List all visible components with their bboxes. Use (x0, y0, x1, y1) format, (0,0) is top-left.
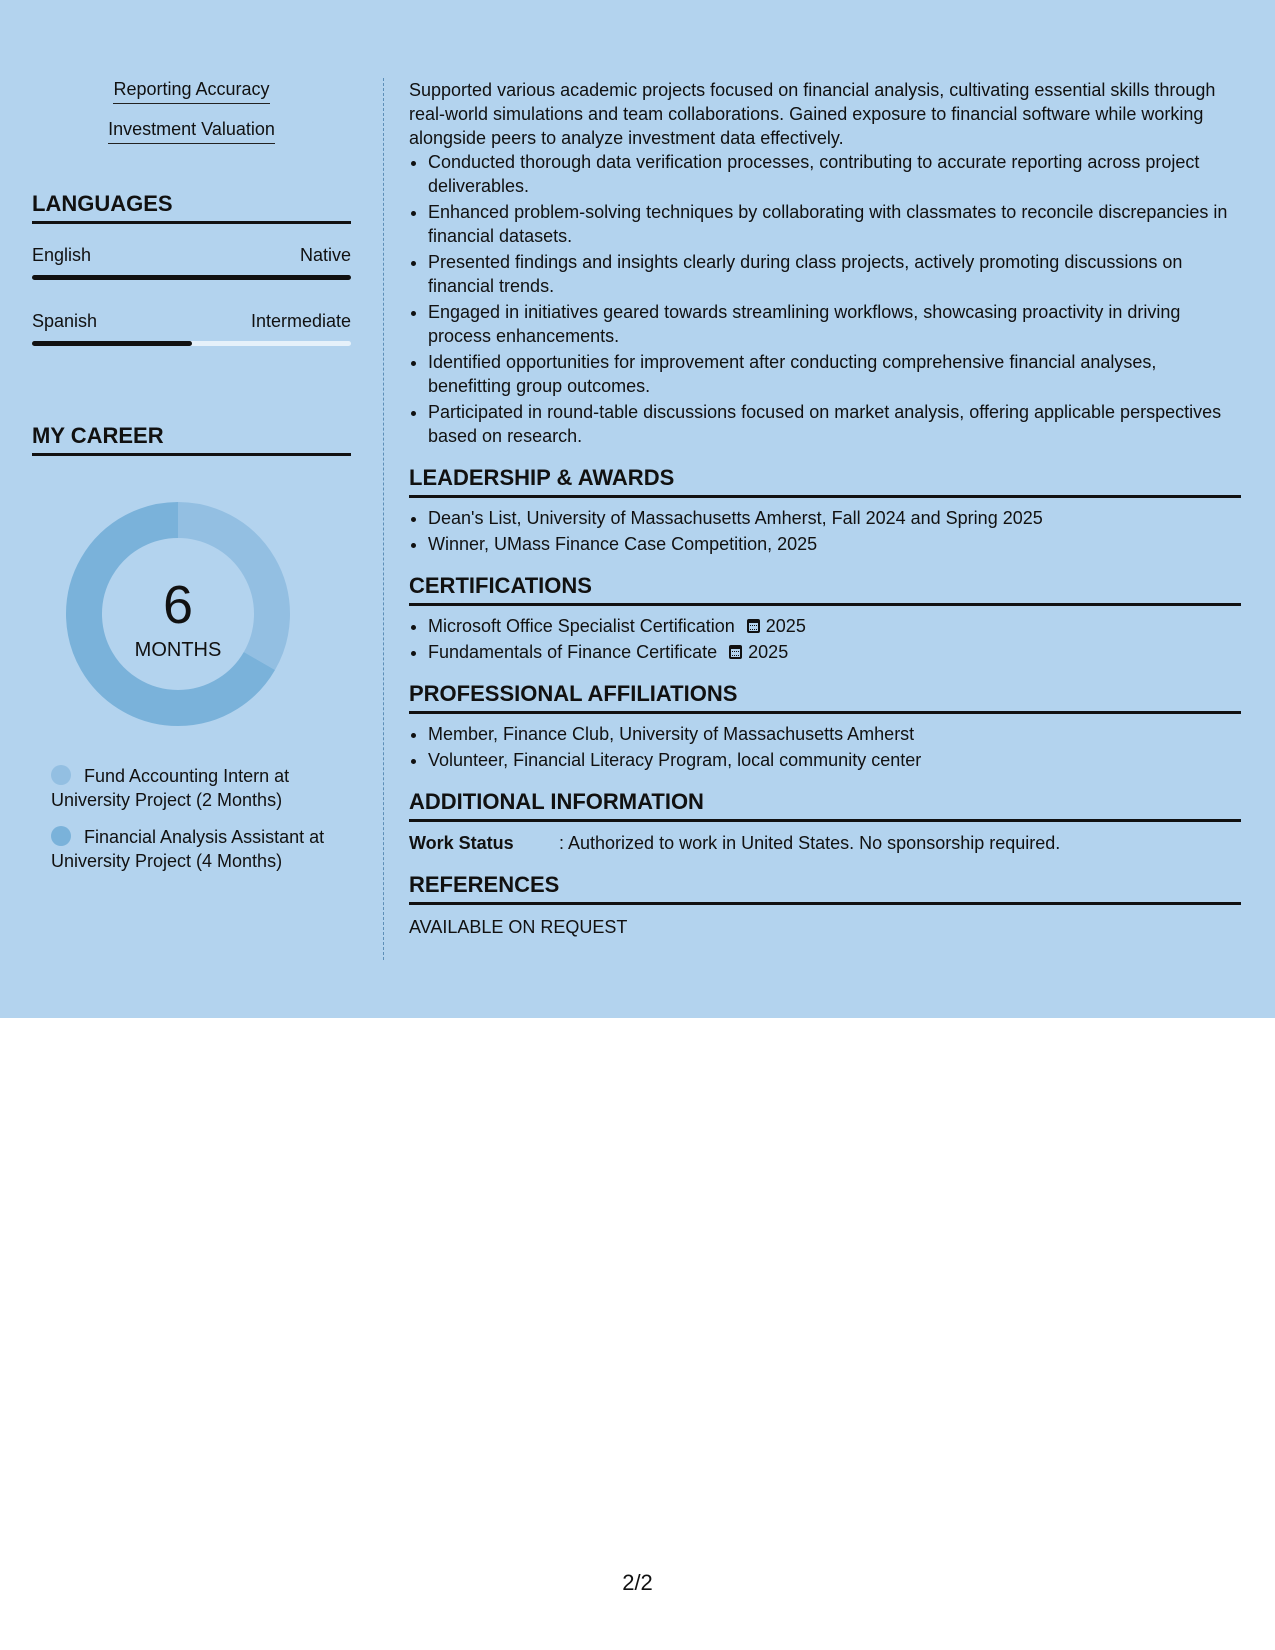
languages-heading: LANGUAGES (32, 190, 351, 224)
leadership-item: • Dean's List, University of Massachusetts Amherst, Fall 2024 and Spring 2025 (428, 506, 1241, 530)
references-heading: REFERENCES (409, 871, 1241, 905)
left-column (32, 78, 351, 886)
certifications-list (409, 614, 1241, 664)
leadership-heading: LEADERSHIP & AWARDS (409, 464, 1241, 498)
language-name: Spanish (32, 311, 98, 331)
language-item (32, 310, 351, 346)
career-legend (32, 764, 351, 873)
career-legend-item (51, 825, 341, 873)
leadership-item: • Winner, UMass Finance Case Competition, 2025 (428, 532, 1241, 556)
certification-year: 2025 (748, 642, 789, 662)
experience-bullet: • Enhanced problem-solving techniques by collaborating with classmates to reconcile discrepancies in financial datasets. (428, 200, 1241, 248)
calendar-icon (747, 619, 760, 633)
legend-dot (51, 826, 71, 846)
legend-dot (51, 765, 71, 785)
career-total-number: 6 (162, 575, 194, 635)
language-item (32, 244, 351, 280)
affiliation-item: • Member, Finance Club, University of Massachusetts Amherst (428, 722, 1241, 746)
certifications-heading: CERTIFICATIONS (409, 572, 1241, 606)
additional-info-heading: ADDITIONAL INFORMATION (409, 788, 1241, 822)
work-status-row (409, 831, 1241, 855)
career-item-label: Fund Accounting Intern at University Project (2 Months) (51, 766, 290, 810)
language-level: Native (299, 245, 351, 265)
career-total-unit: MONTHS (134, 639, 222, 661)
column-divider (383, 78, 384, 960)
experience-bullet: • Presented findings and insights clearly during class projects, actively promoting discussions on financial trends. (428, 250, 1241, 298)
experience-bullet: • Participated in round-table discussions focused on market analysis, offering applicable perspectives based on research. (428, 400, 1241, 448)
skills-list (32, 78, 351, 158)
affiliation-item: • Volunteer, Financial Literacy Program, local community center (428, 748, 1241, 772)
experience-bullet: • Conducted thorough data verification processes, contributing to accurate reporting across project deliverables. (428, 150, 1241, 198)
language-level: Intermediate (250, 311, 351, 331)
career-donut-chart (64, 500, 292, 728)
experience-summary: Supported various academic projects focused on financial analysis, cultivating essential skills through real-world simulations and team collaborations. Gained exposure to financial software while working alongside peers to analyze investment data effectively. (409, 80, 1216, 148)
leadership-list (409, 506, 1241, 556)
skill-tag: Investment Valuation (108, 118, 275, 144)
certification-name: Microsoft Office Specialist Certification (428, 616, 735, 636)
language-bar (32, 275, 351, 280)
experience-bullet: • Identified opportunities for improvement after conducting comprehensive financial analyses, benefitting group outcomes. (428, 350, 1241, 398)
language-name: English (32, 245, 92, 265)
affiliations-list (409, 722, 1241, 772)
certification-name: Fundamentals of Finance Certificate (428, 642, 718, 662)
experience-bullets (409, 150, 1241, 448)
affiliations-heading: PROFESSIONAL AFFILIATIONS (409, 680, 1241, 714)
calendar-icon (729, 645, 742, 659)
certification-item (428, 640, 1241, 664)
work-status-value: : Authorized to work in United States. No sponsorship required. (559, 833, 1061, 853)
language-bar-fill (32, 341, 192, 346)
page-number: 2/2 (622, 1570, 653, 1595)
work-status-label: Work Status (409, 833, 514, 853)
skill-tag: Reporting Accuracy (113, 78, 269, 104)
references-text: AVAILABLE ON REQUEST (409, 917, 628, 937)
right-column (409, 78, 1241, 939)
certification-year: 2025 (765, 616, 806, 636)
certification-item (428, 614, 1241, 638)
language-bar (32, 341, 351, 346)
language-bar-fill (32, 275, 351, 280)
career-legend-item (51, 764, 341, 812)
career-item-label: Financial Analysis Assistant at University Project (4 Months) (51, 827, 325, 871)
career-heading: MY CAREER (32, 422, 351, 456)
experience-bullet: • Engaged in initiatives geared towards streamlining workflows, showcasing proactivity in driving process enhancements. (428, 300, 1241, 348)
